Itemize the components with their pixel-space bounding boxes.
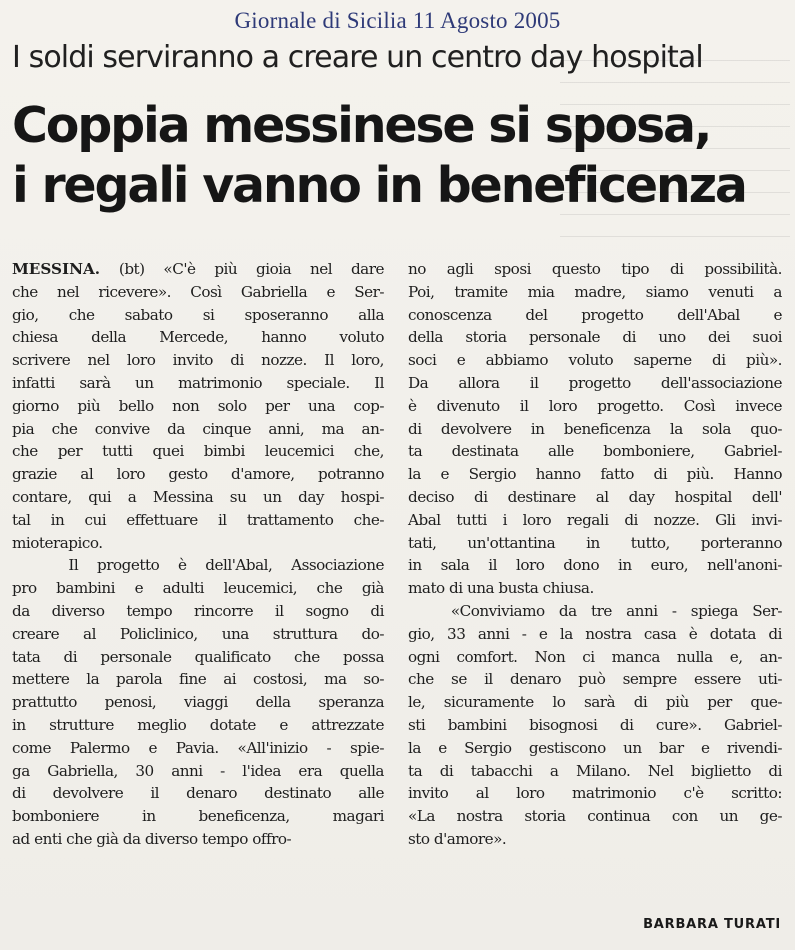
text-line: scrivere nel loro invito di nozze. Il loro,	[12, 351, 384, 370]
text-line: pro bambini e adulti leucemici, che già	[12, 579, 384, 598]
text-line: tata di personale qualificato che possa	[12, 647, 384, 666]
headline-line-1: Coppia messinese si sposa,	[12, 97, 711, 154]
text-line: giorno più bello non solo per una cop-	[12, 396, 384, 415]
text-line: che per tutti quei bimbi leucemici che,	[12, 442, 384, 461]
text-line: «La nostra storia continua con un ge-	[408, 807, 782, 826]
text-line: Da allora il progetto dell'associazione	[408, 373, 782, 392]
text-line: ogni comfort. Non ci manca nulla e, an-	[408, 647, 782, 666]
text-line: mato di una busta chiusa.	[408, 579, 594, 598]
text-line: invito al loro matrimonio c'è scritto:	[408, 784, 782, 803]
text-line: «Conviviamo da tre anni - spiega Ser-	[408, 601, 782, 620]
text-line: la e Sergio gestiscono un bar e rivendi-	[408, 738, 782, 757]
article-column-left	[12, 258, 384, 851]
text-line: mettere la parola fine ai costosi, ma so-	[12, 670, 384, 689]
text-line: mioterapico.	[12, 533, 103, 552]
dateline: MESSINA.	[12, 260, 101, 278]
text-line: come Palermo e Pavia. «All'inizio - spie-	[12, 738, 384, 757]
text-line: ga Gabriella, 30 anni - l'idea era quella	[12, 761, 384, 780]
text-line: sti bambini bisognosi di cure». Gabriel-	[408, 715, 782, 734]
text-line: ad enti che già da diverso tempo offro-	[12, 829, 292, 848]
text-line: creare al Policlinico, una struttura do-	[12, 624, 384, 643]
text-line: grazie al loro gesto d'amore, potranno	[12, 465, 384, 484]
text-line: chiesa della Mercede, hanno voluto	[12, 328, 384, 347]
text-line: da diverso tempo rincorre il sogno di	[12, 601, 384, 620]
text-line: gio, che sabato si sposeranno alla	[12, 305, 384, 324]
text-line: Il progetto è dell'Abal, Associazione	[12, 556, 384, 575]
text-line: in sala il loro dono in euro, nell'anoni-	[408, 556, 782, 575]
text-line: che nel ricevere». Così Gabriella e Ser-	[12, 282, 384, 301]
source-line: Giornale di Sicilia 11 Agosto 2005	[234, 8, 561, 33]
article-column-right	[408, 258, 782, 851]
headline-line-2: i regali vanno in beneficenza	[12, 157, 746, 214]
text-line: gio, 33 anni - e la nostra casa è dotata di	[408, 624, 782, 643]
text-line: contare, qui a Messina su un day hospi-	[12, 487, 384, 506]
text-line: conoscenza del progetto dell'Abal e	[408, 305, 782, 324]
text-line: ta destinata alle bomboniere, Gabriel-	[408, 442, 782, 461]
text-line: ta di tabacchi a Milano. Nel biglietto di	[408, 761, 782, 780]
byline: BARBARA TURATI	[643, 917, 781, 932]
text-line: le, sicuramente lo sarà di più per que-	[408, 693, 782, 712]
text-line: no agli sposi questo tipo di possibilità.	[408, 260, 782, 278]
text-line: prattutto penosi, viaggi della speranza	[12, 693, 384, 712]
text-line: della storia personale di uno dei suoi	[408, 328, 782, 347]
kicker: I soldi serviranno a creare un centro day hospital	[12, 40, 703, 75]
text-line: deciso di destinare al day hospital dell'	[408, 487, 782, 506]
text-line: in strutture meglio dotate e attrezzate	[12, 715, 384, 734]
text-line: soci e abbiamo voluto saperne di più».	[408, 351, 782, 370]
text-line: di devolvere il denaro destinato alle	[12, 784, 384, 803]
text-line: tal in cui effettuare il trattamento che-	[12, 510, 384, 529]
text-line: infatti sarà un matrimonio speciale. Il	[12, 373, 384, 392]
text-line	[12, 258, 384, 281]
text-line: Poi, tramite mia madre, siamo venuti a	[408, 282, 782, 301]
text-line: tati, un'ottantina in tutto, porteranno	[408, 533, 782, 552]
text-line: pia che convive da cinque anni, ma an-	[12, 419, 384, 438]
text-fragment: (bt) «C'è più gioia nel dare	[100, 260, 384, 278]
text-line: la e Sergio hanno fatto di più. Hanno	[408, 465, 782, 484]
headline	[12, 96, 787, 216]
text-line: sto d'amore».	[408, 829, 507, 848]
text-line: di devolvere in beneficenza la sola quo-	[408, 419, 782, 438]
text-line: è divenuto il loro progetto. Così invece	[408, 396, 782, 415]
text-line: Abal tutti i loro regali di nozze. Gli invi-	[408, 510, 782, 529]
text-line: bomboniere in beneficenza, magari	[12, 807, 384, 826]
text-line: che se il denaro può sempre essere uti-	[408, 670, 782, 689]
